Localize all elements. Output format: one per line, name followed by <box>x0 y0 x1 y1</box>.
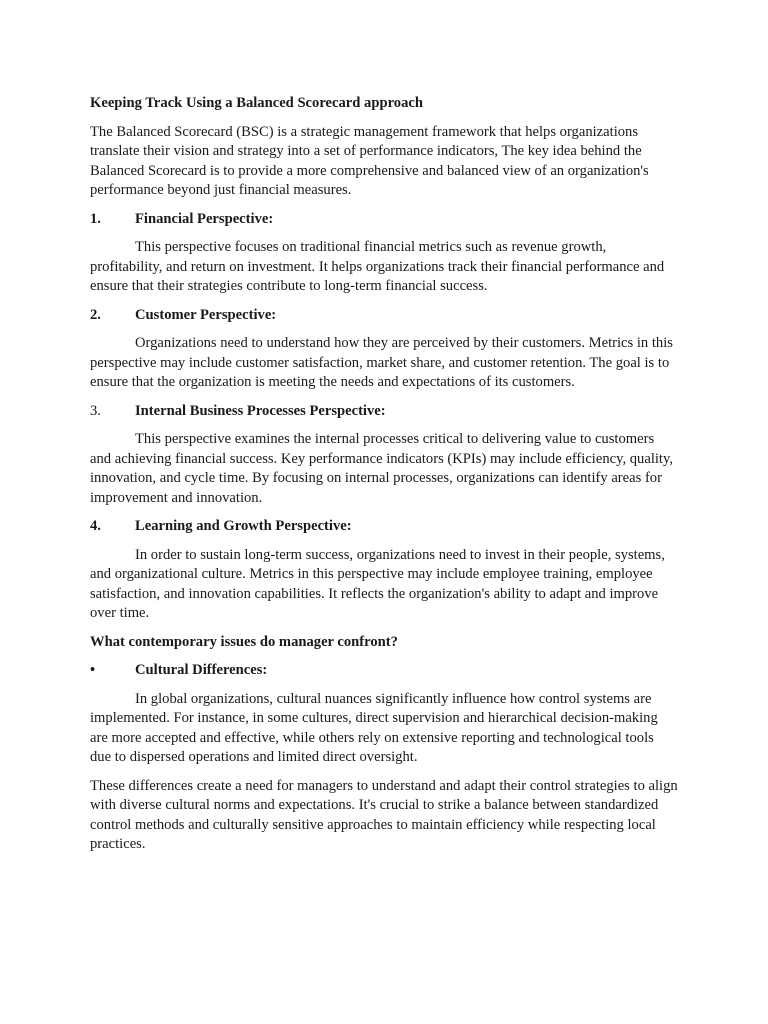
bullet-heading-label: Cultural Differences: <box>135 662 268 678</box>
section-heading-financial <box>90 210 678 230</box>
section-heading-label: Customer Perspective: <box>135 306 277 323</box>
section-body-learning-growth: In order to sustain long-term success, organizations need to invest in their people, systems, and organizational culture. Metrics in this perspective may include employee training, employee satisfaction, and innovation capabilities. It reflects the organization's ability to adapt and improve over time. <box>90 546 665 621</box>
section-body-customer: Organizations need to understand how they are perceived by their customers. Metrics in this perspective may include customer satisfaction, market share, and customer retention. The goal is to ensure that the organization is meeting the needs and expectations of its customers. <box>90 335 673 390</box>
section-number: 3. <box>90 402 101 419</box>
question-heading: What contemporary issues do manager confront? <box>90 633 398 650</box>
section-heading-label: Learning and Growth Perspective: <box>135 518 352 534</box>
section-heading-internal-processes <box>90 402 678 422</box>
section-number: 4. <box>90 518 101 534</box>
section-body-internal-processes: This perspective examines the internal processes critical to delivering value to customers and achieving financial success. Key performance indicators (KPIs) may include efficiency, quality, innovation, and cycle time. By focusing on internal processes, organizations can identify areas for improvement and innovation. <box>90 431 673 506</box>
section-number: 1. <box>90 210 101 227</box>
section-heading-customer <box>90 306 678 326</box>
section-body-financial: This perspective focuses on traditional financial metrics such as revenue growth, profitability, and return on investment. It helps organizations track their financial performance and ensure that their strategies contribute to long-term financial success. <box>90 239 665 294</box>
closing-paragraph: These differences create a need for managers to understand and adapt their control strategies to align with diverse cultural norms and expectations. It's crucial to strike a balance between standardized control methods and culturally sensitive approaches to maintain efficiency while respecting local practices. <box>90 777 678 852</box>
intro-paragraph: The Balanced Scorecard (BSC) is a strategic management framework that helps organizations translate their vision and strategy into a set of performance indicators, The key idea behind the Balanced Scorecard is to provide a more comprehensive and balanced view of an organization's performance beyond just financial measures. <box>90 123 649 198</box>
bullet-symbol: • <box>90 662 96 678</box>
section-number: 2. <box>90 306 101 323</box>
section-heading-label: Internal Business Processes Perspective: <box>135 402 386 419</box>
section-heading-learning-growth <box>90 517 678 537</box>
bullet-body-cultural-differences: In global organizations, cultural nuances significantly influence how control systems are implemented. For instance, in some cultures, direct supervision and hierarchical decision-making are more accepted and effective, while others rely on extensive reporting and technological tools due to dispersed operations and limited direct oversight. <box>90 690 658 765</box>
document-title: Keeping Track Using a Balanced Scorecard approach <box>90 95 423 111</box>
bullet-heading-cultural-differences <box>90 661 678 681</box>
section-heading-label: Financial Perspective: <box>135 210 274 227</box>
